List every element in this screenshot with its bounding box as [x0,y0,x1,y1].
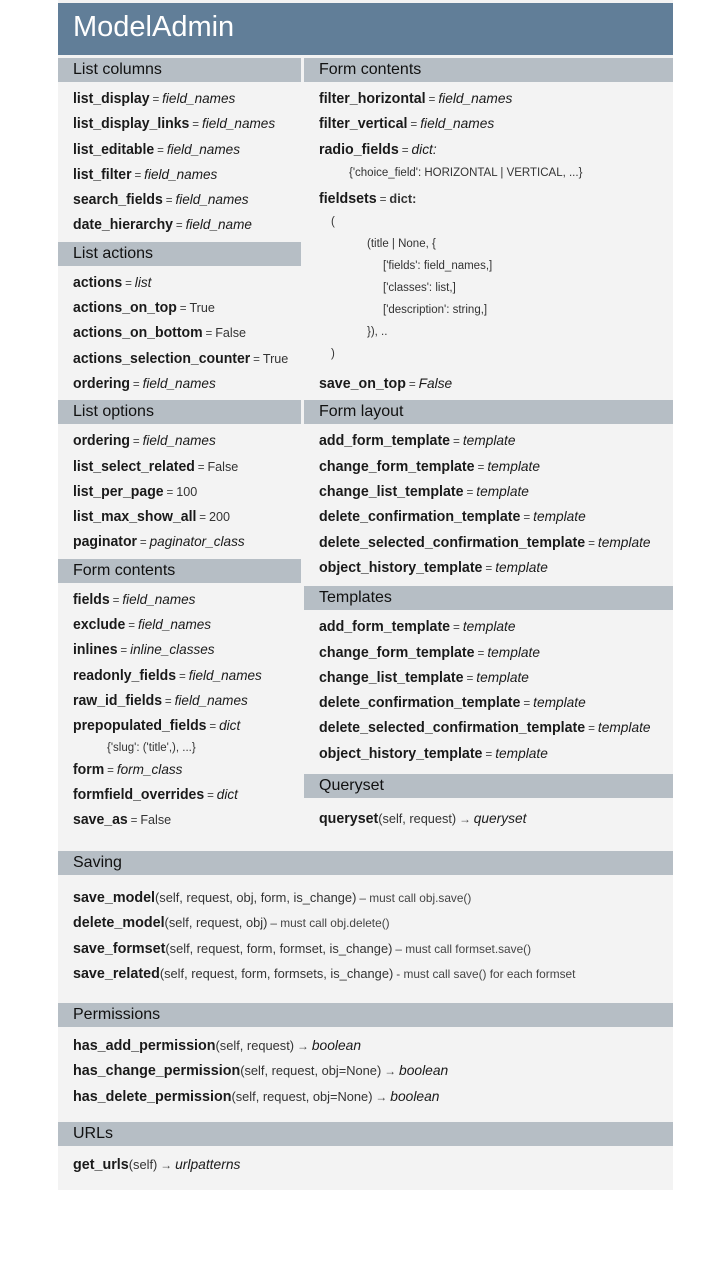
key: change_list_template [319,669,464,686]
section-body [58,1146,673,1181]
value: field_names [162,90,236,106]
entry-row [319,614,666,639]
value: False [140,812,172,828]
value: boolean [399,1062,449,1079]
key: fields [73,591,110,608]
arguments: (self, request, obj) [164,915,268,931]
fieldset-line: ) [331,348,335,361]
operator: = [410,117,418,132]
key: object_history_template [319,745,483,762]
entry-row [73,320,294,345]
value: boolean [311,1037,362,1053]
operator: = [192,117,200,132]
key: delete_confirmation_template [319,695,521,712]
operator: = [477,645,485,660]
value: urlpatterns [175,1156,241,1172]
radio-fields-example: {'choice_field': HORIZONTAL | VERTICAL, ...} [349,166,583,179]
entry-row [73,936,666,961]
section-form-contents-right [304,58,673,400]
key: actions_on_top [73,300,177,317]
entry-row [319,665,666,690]
entry-row [73,270,294,295]
operator: = [197,459,205,474]
operator: = [207,787,214,802]
key: list_editable [73,141,155,158]
key: queryset [319,811,379,828]
key: search_fields [73,192,163,209]
entry-row [73,885,666,910]
section-heading: Templates [304,586,673,610]
arrow: → [160,1158,173,1172]
key: filter_vertical [319,116,408,133]
operator: = [107,762,114,777]
value: False [418,375,453,392]
entry-row [73,910,666,935]
key: inlines [73,642,118,659]
key: has_change_permission [73,1063,241,1080]
arrow: → [375,1089,388,1104]
value: dict: [389,190,417,206]
key: save_as [73,812,128,829]
key: form [73,761,105,778]
entry-row [73,346,294,371]
key: list_display [73,91,150,107]
operator: = [428,92,436,106]
key: list_per_page [73,483,164,500]
rows-group [73,587,301,739]
value: template [462,432,516,449]
entry-row [73,807,294,832]
operator: = [199,510,207,525]
key: filter_horizontal [319,91,426,107]
section-body [304,82,673,400]
prepopulated-example: {'slug': ('title',), ...} [107,741,196,754]
value: boolean [390,1087,440,1104]
key: save_on_top [319,376,406,393]
arguments: (self) [128,1157,158,1172]
key: radio_fields [319,141,399,158]
value: field_names [420,115,495,132]
operator: = [379,191,387,206]
entry-row [73,612,294,637]
operator: = [157,142,164,157]
title-bar [58,3,673,55]
section-heading: Form layout [304,400,673,424]
operator: = [205,326,213,341]
key: fieldsets [319,190,377,207]
key: list_select_related [73,458,195,475]
section-form-contents-left [58,559,301,837]
entry-row [73,86,294,111]
value: dict [219,717,241,734]
operator: = [485,746,493,761]
rows-group [73,757,301,833]
section-body [58,875,673,990]
key: change_form_template [319,644,475,661]
key: get_urls [73,1157,129,1173]
operator: = [485,560,493,575]
fieldsets-row [319,186,666,211]
section-heading: List options [58,400,301,424]
entry-row [319,111,666,136]
key: raw_id_fields [73,692,163,709]
note: – must call obj.delete() [270,916,390,931]
section-saving [58,851,673,990]
section-permissions [58,1003,673,1113]
operator: = [466,670,474,685]
operator: = [253,351,260,366]
key: change_list_template [319,484,464,501]
value: template [476,483,529,500]
value: 200 [209,509,231,525]
entry-row [73,587,294,612]
key: date_hierarchy [73,217,173,234]
entry-row [319,454,666,479]
operator: = [588,535,595,550]
operator: = [523,510,531,525]
entry-row [73,782,294,807]
value: template [597,533,651,550]
value: template [487,643,540,660]
key: list_max_show_all [73,509,197,526]
key: delete_selected_confirmation_template [319,720,586,737]
section-body [58,1027,673,1113]
key: delete_confirmation_template [319,509,521,526]
entry-row [73,757,294,782]
entry-row [73,212,294,237]
key: readonly_fields [73,667,177,684]
value: True [189,300,215,316]
key: paginator [73,534,138,551]
key: delete_model [73,915,165,932]
arguments: (self, request, obj, form, is_change) [155,890,357,905]
section-heading: Saving [58,851,673,875]
section-body [58,266,301,400]
value: field_name [185,216,252,233]
key: change_form_template [319,458,475,475]
arguments: (self, request) [378,811,457,827]
section-heading: Form contents [58,559,301,583]
entry-row [319,137,666,162]
value: True [262,350,289,366]
operator: = [178,668,186,683]
key: has_delete_permission [73,1088,232,1105]
value: template [476,668,529,685]
entry-row [319,555,666,580]
operator: = [152,92,160,106]
entry-row [319,741,666,766]
entry-row [319,640,666,665]
entry-row [73,428,294,453]
key: save_model [73,890,156,906]
operator: = [209,719,217,734]
entry-row [73,713,294,738]
arguments: (self, request, obj=None) [231,1088,373,1104]
operator: = [125,275,132,290]
key: save_related [73,965,160,982]
entry-row [73,371,294,396]
operator: = [132,376,140,391]
value: list [134,273,152,290]
key: list_filter [73,166,132,183]
operator: = [128,618,136,633]
section-body [304,798,673,835]
section-body [58,583,301,837]
section-body [304,610,673,770]
value: form_class [116,760,183,777]
value: template [495,744,548,761]
section-list-actions [58,242,301,400]
rows-group [319,86,673,162]
key: ordering [73,433,130,450]
operator: = [408,377,416,392]
entry-row [73,137,294,162]
fieldset-line: (title | None, { [367,238,436,251]
value: field_names [438,90,513,106]
key: prepopulated_fields [73,718,207,735]
arguments: (self, request) [215,1038,295,1053]
entry-row [73,637,294,662]
page-title: ModelAdmin [73,11,235,43]
key: actions [73,274,123,291]
operator: = [175,218,183,233]
section-queryset [304,774,673,835]
section-list-options [58,400,301,558]
section-templates [304,586,673,770]
entry-row [73,663,294,688]
fieldset-line: ( [331,216,335,229]
arguments: (self, request, form, formset, is_change) [165,940,393,956]
entry-row [73,1033,666,1058]
key: list_display_links [73,116,190,133]
operator: = [134,167,142,182]
key: exclude [73,617,126,634]
fieldset-line: ['description': string,] [383,304,488,317]
entry-row [73,961,666,986]
entry-row [73,504,294,529]
value: template [597,719,651,736]
section-body [304,424,673,584]
value: template [462,618,516,635]
operator: = [523,696,531,711]
section-heading: List actions [58,242,301,266]
key: actions_on_bottom [73,325,203,342]
value: field_names [122,590,196,607]
operator: = [130,813,138,828]
entry-row [319,806,666,831]
value: dict: [411,140,437,157]
value: template [495,558,548,575]
operator: = [165,193,173,208]
section-heading: Permissions [58,1003,673,1027]
value: field_names [142,432,216,449]
left-column [58,58,301,850]
section-heading: Form contents [304,58,673,82]
entry-row [73,187,294,212]
value: template [533,694,586,711]
section-body [58,424,301,558]
operator: = [453,434,460,449]
entry-row [319,715,666,740]
operator: = [132,434,140,449]
entry-row [73,454,294,479]
operator: = [466,485,474,500]
value: field_names [174,691,248,708]
operator: = [588,721,595,736]
value: template [487,457,540,474]
entry-row [319,690,666,715]
value: template [533,508,586,525]
operator: = [164,693,172,708]
value: dict [216,785,238,802]
note: – must call formset.save() [395,941,532,956]
value: False [215,325,247,341]
operator: = [120,643,128,658]
entry-row [319,530,666,555]
section-heading: Queryset [304,774,673,798]
arrow: → [459,812,471,827]
operator: = [112,592,120,607]
value: False [207,458,239,474]
value: paginator_class [149,533,245,550]
value: queryset [473,810,527,827]
entry-row [319,479,666,504]
entry-row [319,428,666,453]
operator: = [453,620,460,635]
section-form-layout [304,400,673,584]
value: 100 [176,483,198,499]
entry-row [73,295,294,320]
operator: = [166,484,174,499]
entry-row [319,86,666,111]
note: - must call save() for each formset [396,966,576,981]
entry-row [73,1058,666,1083]
operator: = [477,459,485,474]
entry-row [73,1084,666,1109]
entry-row [73,529,294,554]
section-urls [58,1122,673,1181]
section-body [58,82,301,242]
section-list-columns [58,58,301,242]
value: field_names [166,140,240,157]
save-on-top-row [319,371,666,396]
arguments: (self, request, obj=None) [240,1063,382,1079]
key: save_formset [73,940,166,957]
entry-row [73,162,294,187]
section-heading: List columns [58,58,301,82]
key: object_history_template [319,559,483,576]
key: has_add_permission [73,1038,216,1054]
value: field_names [137,616,212,633]
key: add_form_template [319,433,451,450]
fieldset-line: ['classes': list,] [383,282,456,295]
value: field_names [175,191,249,208]
fieldset-line: }), .. [367,326,388,339]
entry-row [73,111,294,136]
fieldset-structure [319,211,673,371]
value: inline_classes [130,641,215,658]
value: field_names [188,666,262,683]
operator: = [179,301,187,316]
operator: = [139,535,147,550]
value: field_names [142,374,216,391]
operator: = [401,142,409,157]
arguments: (self, request, form, formsets, is_change) [159,965,394,981]
arrow: → [384,1064,397,1079]
key: formfield_overrides [73,786,205,803]
section-heading: URLs [58,1122,673,1146]
note: – must call obj.save() [359,891,472,905]
key: ordering [73,375,130,392]
fieldset-line: ['fields': field_names,] [383,260,493,273]
key: actions_selection_counter [73,350,251,367]
key: add_form_template [319,619,451,636]
entry-row [73,688,294,713]
right-column [304,58,673,850]
entry-row [73,479,294,504]
key: delete_selected_confirmation_template [319,534,586,551]
entry-row [73,1152,666,1177]
cheat-sheet [58,0,673,1190]
value: field_names [144,165,218,182]
entry-row [319,504,666,529]
value: field_names [201,115,276,132]
arrow: → [297,1039,309,1053]
